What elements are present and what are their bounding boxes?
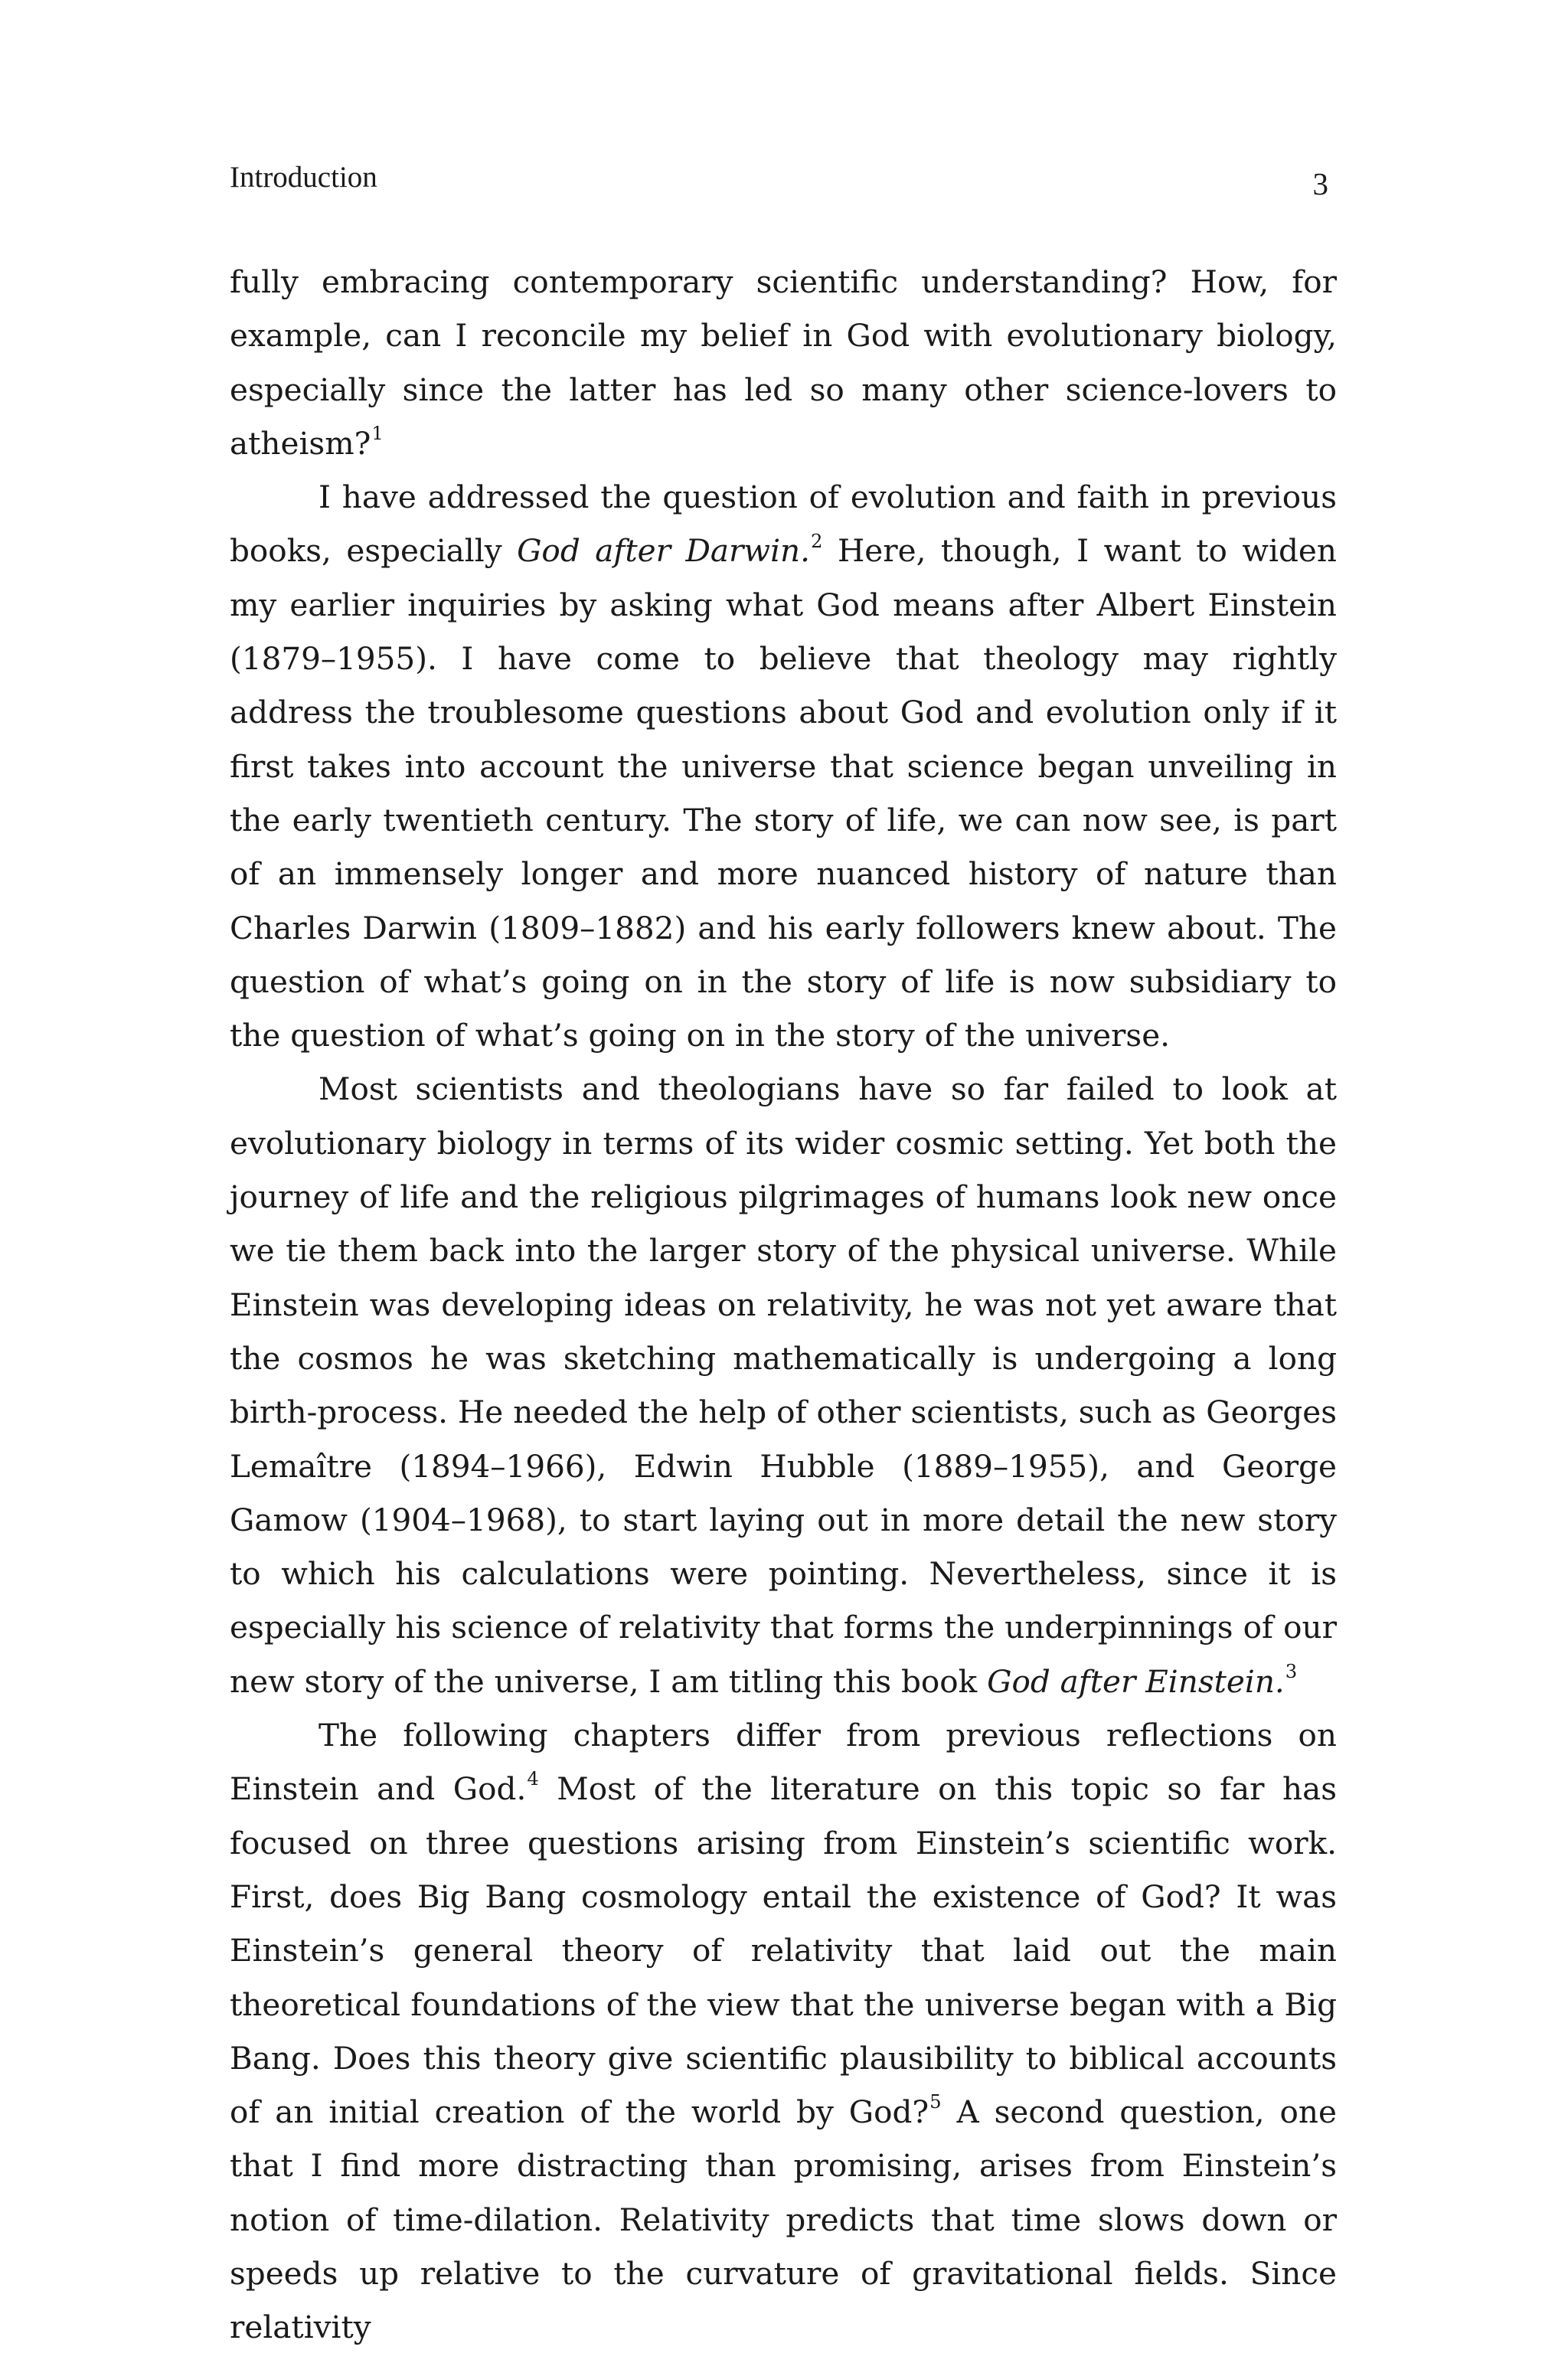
footnote-marker[interactable]: 1 [371,421,384,444]
footnote-marker[interactable]: 3 [1285,1659,1298,1682]
paragraph-text: fully embracing contemporary scientific understanding? How, for example, can I reconcile my belief in God with evolutionary biology, especially since the latter has led so many other science-lovers to atheism? [230,263,1337,462]
paragraph-text: A second question, one that I find more distracting than promising, arises from Einstein’s notion of time-dilation. Relativity predicts that time slows down or speeds up relative to the curvature of gravitational fields. Since relativity [230,2093,1337,2346]
paragraph-2 [230,470,1337,1062]
book-title-god-after-darwin: God after Darwin. [517,532,810,570]
paragraph-text: The following chapters differ from previous reflections on Einstein and God. [230,1717,1337,1808]
paragraph-text: Most scientists and theologians have so far failed to look at evolutionary biology in terms of its wider cosmic setting. Yet both the journey of life and the religious pilgrimages of humans look new once we tie them back into the larger story of the physical universe. While Einstein was developing ideas on relativity, he was not yet aware that the cosmos he was sketching mathematically is undergoing a long birth-process. He needed the help of other scientists, such as Georges Lemaître (1894–1966), Edwin Hubble (1889–1955), and George Gamow (1904–1968), to start laying out in more detail the new story to which his calculations were pointing. Nevertheless, since it is especially his science of relativity that forms the underpinnings of our new story of the universe, I am titling this book [230,1070,1337,1700]
paragraph-1 [230,255,1337,470]
footnote-marker[interactable]: 2 [811,529,823,552]
footnote-marker[interactable]: 4 [527,1767,539,1790]
running-head: Introduction [230,161,377,194]
body-text [230,255,1337,2355]
paragraph-3 [230,1062,1337,1708]
paragraph-text: I have addressed the question of evolution and faith in previous books, especially [230,479,1337,570]
footnote-marker[interactable]: 5 [929,2090,942,2113]
book-title-god-after-einstein: God after Einstein. [987,1662,1285,1700]
paragraph-4 [230,1708,1337,2355]
page-number: 3 [1312,166,1328,201]
paragraph-text: Here, though, I want to widen my earlier inquiries by asking what God means after Albert Einstein (1879–1955). I have come to believe that theology may rightly address the troublesome questions about God and evolution only if it first takes into account the universe that science began unveiling in the early twentieth century. The story of life, we can now see, is part of an immensely longer and more nuanced history of nature than Charles Darwin (1809–1882) and his early followers knew about. The question of what’s going on in the story of life is now subsidiary to the question of what’s going on in the story of the universe. [230,532,1337,1054]
paragraph-text: Most of the literature on this topic so far has focused on three questions arising from Einstein’s scientific work. First, does Big Bang cosmology entail the existence of God? It was Einstein’s general theory of relativity that laid out the main theoretical foundations of the view that the universe began with a Big Bang. Does this theory give scientific plausibility to biblical accounts of an initial creation of the world by God? [230,1770,1337,2131]
